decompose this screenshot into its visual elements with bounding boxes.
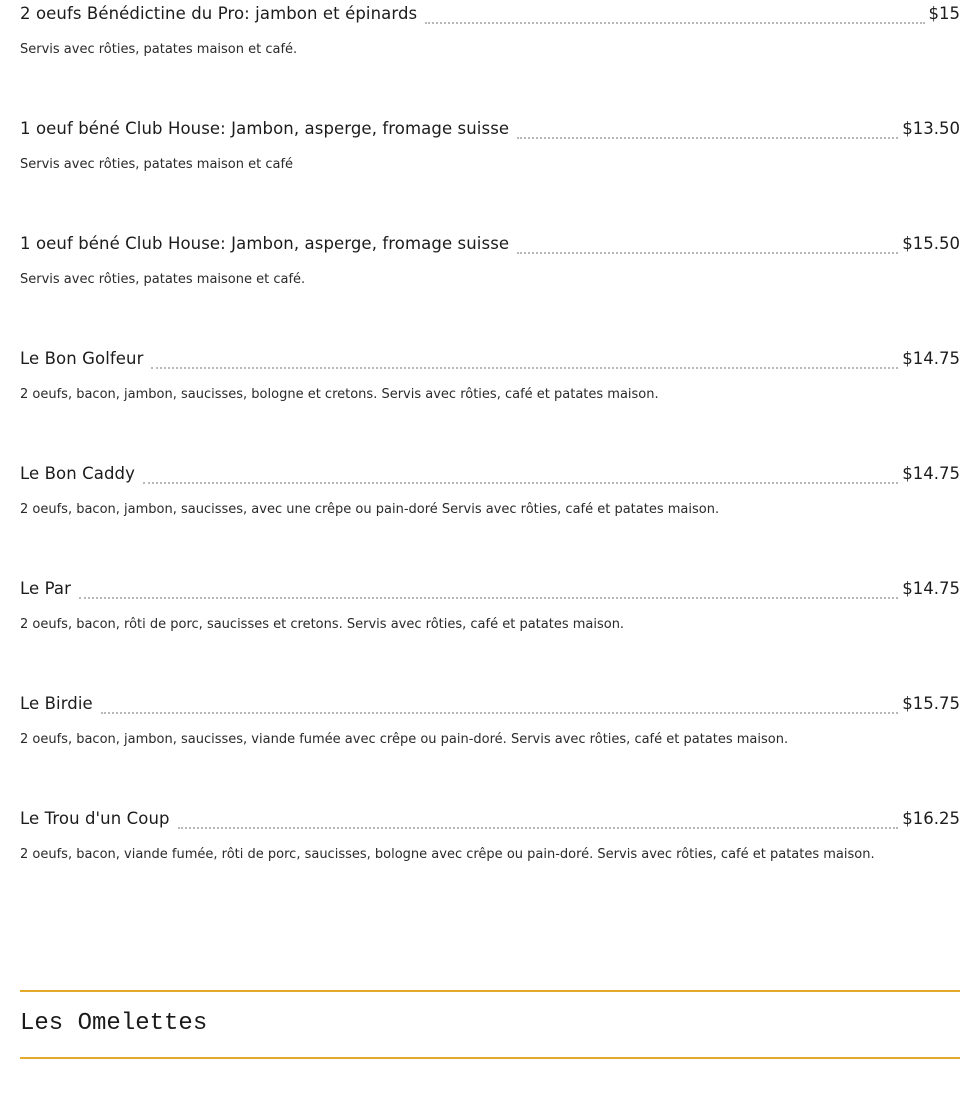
dotted-leader bbox=[101, 711, 898, 714]
menu-item-name: Le Birdie bbox=[20, 694, 93, 713]
menu-list bbox=[20, 0, 960, 920]
menu-item bbox=[20, 805, 960, 920]
menu-item-price: $14.75 bbox=[902, 579, 960, 598]
menu-item bbox=[20, 0, 960, 115]
menu-item-name: 2 oeufs Bénédictine du Pro: jambon et épinards bbox=[20, 4, 418, 23]
menu-item bbox=[20, 230, 960, 345]
menu-item-name: Le Trou d'un Coup bbox=[20, 809, 170, 828]
menu-item-price: $13.50 bbox=[902, 119, 960, 138]
menu-item-header bbox=[20, 0, 960, 30]
menu-item-header bbox=[20, 345, 960, 375]
dotted-leader bbox=[178, 826, 899, 829]
menu-item-header bbox=[20, 805, 960, 835]
menu-item-name: Le Par bbox=[20, 579, 72, 598]
menu-item-name: Le Bon Golfeur bbox=[20, 349, 144, 368]
menu-item-description: 2 oeufs, bacon, jambon, saucisses, bologne et cretons. Servis avec rôties, café et patates maison. bbox=[20, 387, 659, 402]
menu-item-header bbox=[20, 115, 960, 145]
menu-item-description: 2 oeufs, bacon, viande fumée, rôti de porc, saucisses, bologne avec crêpe ou pain-doré. Servis avec rôties, café et patates maison. bbox=[20, 847, 875, 862]
menu-item bbox=[20, 575, 960, 690]
menu-item-header bbox=[20, 690, 960, 720]
menu-item-description: 2 oeufs, bacon, jambon, saucisses, avec une crêpe ou pain-doré Servis avec rôties, café et patates maison. bbox=[20, 502, 720, 517]
menu-item-price: $14.75 bbox=[902, 464, 960, 483]
menu-item bbox=[20, 115, 960, 230]
menu-item-description: Servis avec rôties, patates maison et café. bbox=[20, 42, 298, 57]
menu-item-header bbox=[20, 460, 960, 490]
section-header-omelettes bbox=[20, 990, 960, 1059]
menu-item bbox=[20, 690, 960, 805]
menu-item bbox=[20, 460, 960, 575]
menu-item-header bbox=[20, 230, 960, 260]
menu-item-description: 2 oeufs, bacon, rôti de porc, saucisses et cretons. Servis avec rôties, café et patates maison. bbox=[20, 617, 625, 632]
menu-item-price: $15.50 bbox=[902, 234, 960, 253]
menu-item-header bbox=[20, 575, 960, 605]
dotted-leader bbox=[425, 21, 924, 24]
menu-item-price: $15 bbox=[928, 4, 960, 23]
menu-item-price: $15.75 bbox=[902, 694, 960, 713]
dotted-leader bbox=[517, 136, 898, 139]
section-title: Les Omelettes bbox=[20, 1010, 208, 1037]
dotted-leader bbox=[151, 366, 898, 369]
dotted-leader bbox=[143, 481, 898, 484]
menu-item-name: Le Bon Caddy bbox=[20, 464, 135, 483]
menu-item bbox=[20, 345, 960, 460]
menu-item-name: 1 oeuf béné Club House: Jambon, asperge, fromage suisse bbox=[20, 234, 510, 253]
menu-item-description: 2 oeufs, bacon, jambon, saucisses, viande fumée avec crêpe ou pain-doré. Servis avec rôties, café et patates maison. bbox=[20, 732, 789, 747]
menu-item-description: Servis avec rôties, patates maison et café bbox=[20, 157, 294, 172]
menu-item-price: $16.25 bbox=[902, 809, 960, 828]
menu-item-name: 1 oeuf béné Club House: Jambon, asperge, fromage suisse bbox=[20, 119, 510, 138]
dotted-leader bbox=[517, 251, 898, 254]
menu-item-description: Servis avec rôties, patates maisone et café. bbox=[20, 272, 306, 287]
menu-item-price: $14.75 bbox=[902, 349, 960, 368]
dotted-leader bbox=[79, 596, 898, 599]
